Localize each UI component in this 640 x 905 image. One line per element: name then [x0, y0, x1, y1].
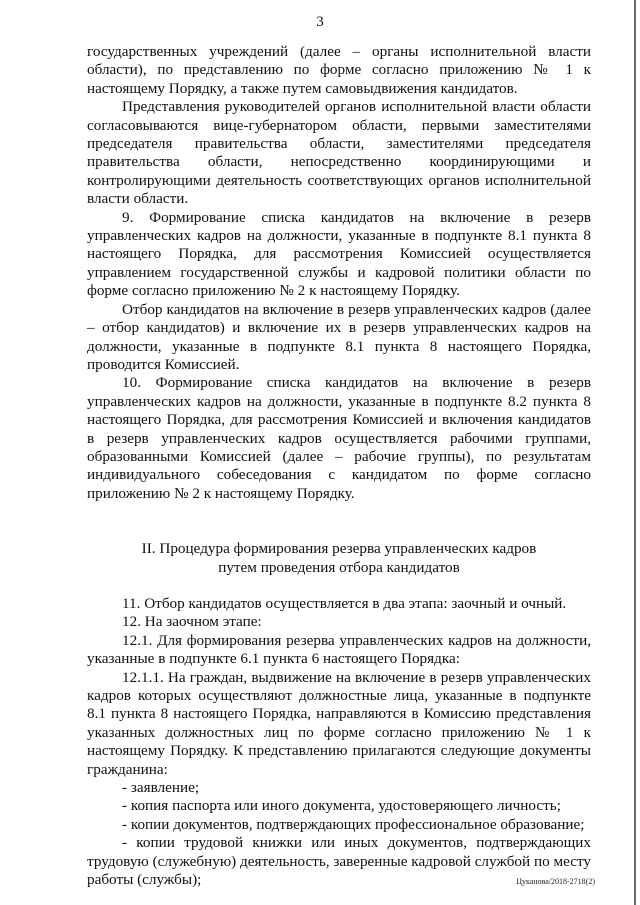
list-item: - копия паспорта или иного документа, удостоверяющего личность;	[122, 797, 561, 815]
list-item: - заявление;	[122, 779, 200, 797]
paragraph-selection: Отбор кандидатов на включение в резерв управленческих кадров (далее – отбор кандидатов) и включение их в резерв управленческих кадров на должности, указанные в подпункте 8.1 пункта 8 настоящего Порядка, проводится Комиссией.	[87, 300, 591, 373]
paragraph-item-12-1: 12.1. Для формирования резерва управленческих кадров на должности, указанные в подпункте 6.1 пункта 6 настоящего Порядка:	[87, 631, 591, 668]
paragraph-item-12-1-1: 12.1.1. На граждан, выдвижение на включение в резерв управленческих кадров которых осуществляют должностные лица, указанные в подпункте 8.1 пункта 8 настоящего Порядка, направляются в Комиссию представления указанных должностных лиц по форме согласно приложению № 1 к настоящему Порядку. К представлению прилагаются следующие документы гражданина:	[87, 668, 591, 778]
paragraph-item-11: 11. Отбор кандидатов осуществляется в два этапа: заочный и очный.	[122, 594, 567, 612]
paragraph-item-10: 10. Формирование списка кандидатов на включение в резерв управленческих кадров на должности, указанные в подпункте 8.2 пункта 8 настоящего Порядка, для рассмотрения Комиссией и включения кандидатов в резерв управленческих кадров осуществляется рабочими группами, образованными Комиссией (далее – рабочие группы), по результатам индивидуального собеседования с кандидатом по форме согласно приложению № 2 к настоящему Порядку.	[87, 374, 591, 502]
paragraph-item-12: 12. На заочном этапе:	[122, 613, 262, 631]
paragraph-item-9: 9. Формирование списка кандидатов на включение в резерв управленческих кадров на должности, указанные в подпункте 8.1 пункта 8 настоящего Порядка, для рассмотрения Комиссией осуществляется управлением государственной службы и кадровой политики области по форме согласно приложению № 2 к настоящему Порядку.	[87, 208, 591, 300]
list-item: - копии документов, подтверждающих профессиональное образование;	[122, 815, 585, 833]
footer-reference: Цуканова/2018-2718(2)	[516, 877, 595, 886]
paragraph-representations: Представления руководителей органов исполнительной власти области согласовываются вице-губернатором области, первыми заместителями председателя правительства области, заместителями председателя правительства области, непосредственно координирующими и контролирующими деятельность соответствующих органов исполнительной власти области.	[87, 98, 591, 208]
section-heading-line-1: II. Процедура формирования резерва управленческих кадров	[141, 540, 537, 558]
section-heading-line-2: путем проведения отбора кандидатов	[218, 558, 460, 576]
list-item: - копии трудовой книжки или иных документов, подтверждающих трудовую (служебную) деятельность, заверенные кадровой службой по месту работы (службы);	[87, 834, 591, 889]
spacer	[87, 577, 591, 595]
document-body	[87, 43, 591, 889]
paragraph-continuation: государственных учреждений (далее – органы исполнительной власти области), по представлению по форме согласно приложению № 1 к настоящему Порядку, а также путем самовыдвижения кандидатов.	[87, 43, 591, 97]
spacer	[87, 503, 591, 540]
page-number: 3	[316, 14, 324, 30]
page-edge-shadow	[634, 0, 636, 905]
